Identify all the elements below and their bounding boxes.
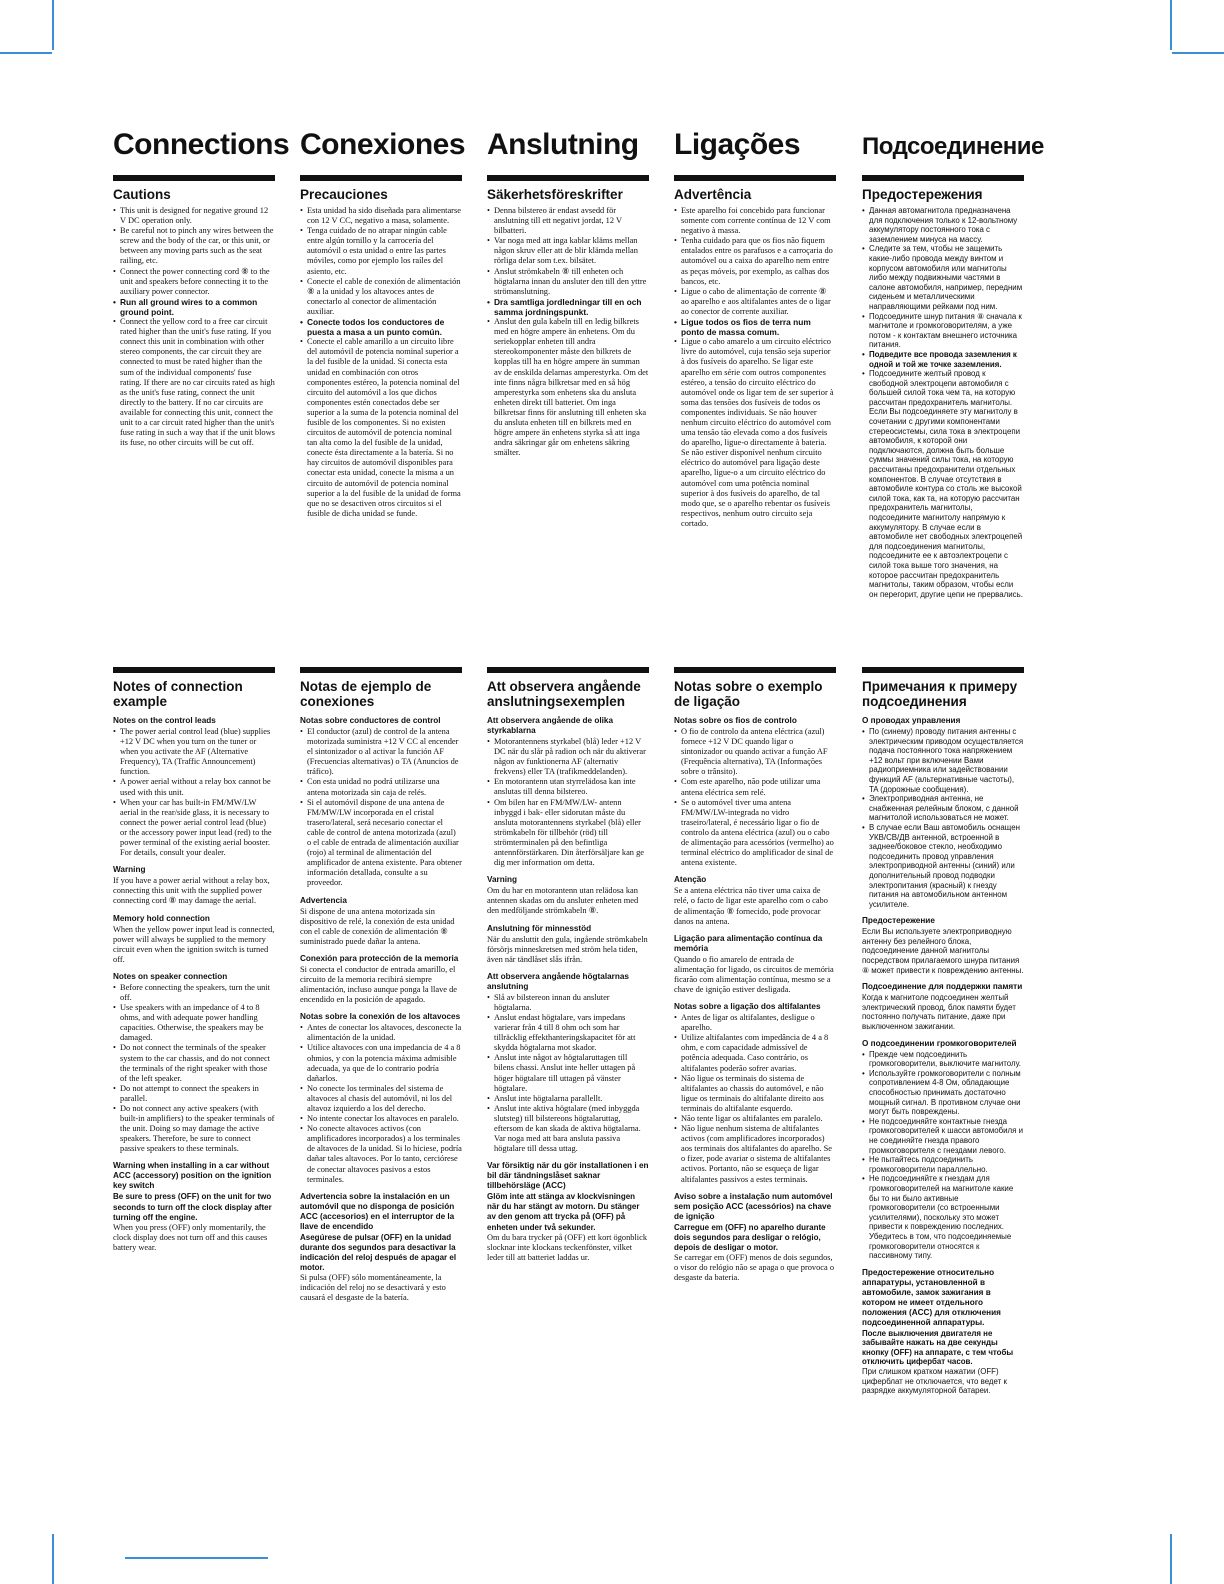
control-lead-item: • Si el automóvil dispone de una antena de FM/MW/LW incorporada en el cristal trasero/lateral, será necesario conectar el cable de control de antena motorizada (azul) o el cable de entrada de alimentación auxiliar (rojo) al terminal de alimentación del amplificador de antena existente. Para obtener información detallada, consulte a su proveedor.	[300, 798, 462, 889]
notes-heading: Notas sobre o exemplo de ligação	[674, 679, 823, 709]
caution-item: • Следите за тем, чтобы не защемить какие-либо провода между винтом и корпусом автомобиля или магнитолы либо между подвижными частями в салоне автомобиля, например, передним сиденьем и металлическими направляющими рейками под ним.	[862, 244, 1024, 311]
cautions-list	[674, 206, 836, 529]
caution-item: • Denna bilstereo är endast avsedd för anslutning till ett negativt jordat, 12 V bilbatteri.	[487, 206, 649, 236]
warning-text: If you have a power aerial without a relay box, connecting this unit with the supplied power connecting cord ⑧ may damage the aerial.	[113, 876, 270, 906]
section-rule	[113, 175, 275, 181]
cautions-heading: Cautions	[113, 187, 171, 202]
speaker-note-item: • Anslut inte aktiva högtalare (med inbyggda slutsteg) till bilstereons högtalaruttag, eftersom de kan skada de aktiva högtalarna. Var noga med att bara ansluta passiva högtalare till dessa uttag.	[487, 1104, 649, 1154]
caution-item: • Tenha cuidado para que os fios não fiquem entalados entre os parafusos e a carroçaria do automóvel ou a caixa do aparelho nem entre as peças móveis, por exemplo, as calhas dos bancos, etc.	[674, 236, 836, 286]
speaker-note-item: • Slå av bilstereon innan du ansluter högtalarna.	[487, 993, 649, 1013]
acc-warning-heading: Warning when installing in a car without ACC (accessory) position on the ignition key switch	[113, 1161, 272, 1191]
control-leads-heading: Att observera angående de olika styrkablarna	[487, 716, 614, 735]
speaker-note-item: • Do not connect any active speakers (with built-in amplifiers) to the speaker terminals of the unit. Doing so may damage the active speakers. Therefore, be sure to connect passive speakers to these terminals.	[113, 1104, 275, 1154]
warning-heading: Varning	[487, 875, 518, 885]
crop-mark-top-left-h	[0, 52, 52, 54]
section-rule	[862, 667, 1024, 673]
control-lead-item: • En motorantenn utan styrrelädosa kan inte anslutas till denna bilstereo.	[487, 777, 649, 797]
section-rule	[674, 175, 836, 181]
speaker-notes-list	[300, 1023, 462, 1185]
memory-hold-heading: Memory hold connection	[113, 913, 210, 923]
language-title: Ligações	[674, 128, 801, 161]
acc-warning-heading: Var försiktig när du gör installationen i en bil där tändningslåset saknar tillbehörsläge (ACC)	[487, 1161, 649, 1191]
language-title: Подсоединение	[862, 133, 1044, 160]
speaker-notes-heading: О подсоединении громкоговорителей	[862, 1038, 1017, 1048]
notes-column	[862, 667, 1024, 1396]
speaker-note-item: • Anslut inte något av högtalaruttagen till bilens chassi. Anslut inte heller uttagen på höger högtalare till uttagen på vänster högtalare.	[487, 1053, 649, 1093]
warning-heading: Advertencia	[300, 895, 347, 905]
cautions-column	[300, 175, 462, 519]
speaker-note-item: • No intente conectar los altavoces en paralelo.	[300, 1114, 462, 1124]
section-rule	[300, 667, 462, 673]
memory-hold-heading: Anslutning för minnesstöd	[487, 923, 592, 933]
footer-blue-line	[125, 1557, 268, 1559]
cautions-list	[862, 206, 1024, 599]
caution-item: • Esta unidad ha sido diseñada para alimentarse con 12 V CC, negativo a masa, solamente.	[300, 206, 462, 226]
caution-item: • Conecte todos los conductores de puesta a masa a un punto común.	[300, 317, 462, 337]
control-leads-heading: Notas sobre conductores de control	[300, 716, 441, 725]
control-leads-list	[674, 727, 836, 868]
notes-column	[300, 667, 462, 1303]
cautions-column	[487, 175, 649, 458]
section-rule	[300, 175, 462, 181]
speaker-note-item: • No conecte altavoces activos (con amplificadores incorporados) a los terminales de altavoces de la unidad. Si lo hiciese, podría dañar tales altavoces. Por lo tanto, cerciórese de conectar altavoces pasivos a estos terminales.	[300, 1124, 462, 1185]
caution-item: • Данная автомагнитола предназначена для подключения только к 12-вольтному аккумулятору постоянного тока с заземлением минуса на массу.	[862, 206, 1024, 244]
crop-mark-bottom-left	[52, 1534, 54, 1584]
control-leads-list	[862, 727, 1024, 909]
warning-text: Se a antena eléctrica não tiver uma caixa de relé, o facto de ligar este aparelho com o cabo de alimentação ⑧ fornecido, pode provocar danos na antena.	[674, 886, 828, 926]
acc-warning-bold-text: Carregue em (OFF) no aparelho durante dois segundos para desligar o relógio, depois de desligar o motor.	[674, 1222, 826, 1252]
control-lead-item: • Motorantennens styrkabel (blå) leder +12 V DC när du slår på radion och när du aktiverar någon av funktionerna AF (alternativ frekvens) eller TA (trafikmeddelanden).	[487, 737, 649, 777]
speaker-note-item: • Before connecting the speakers, turn the unit off.	[113, 983, 275, 1003]
caution-item: • Connect the yellow cord to a free car circuit rated higher than the unit's fuse rating. If you connect this unit in combination with other stereo components, the car circuit they are connected to must be rated higher than the sum of the individual components' fuse rating. If there are no car circuits rated as high as the unit's fuse rating, connect the unit directly to the battery. If no car circuits are available for connecting this unit, connect the unit to a car circuit rated higher than the unit's fuse rating in such a way that if the unit blows its fuse, no other circuits will be cut off.	[113, 317, 275, 448]
speaker-note-item: • Não ligue os terminais do sistema de altifalantes ao chassis do automóvel, e não ligue os terminais do altifalante direito aos terminais do altifalante esquerdo.	[674, 1074, 836, 1114]
acc-warning-text: При слишком кратком нажатии (OFF) циферблат не отключается, что ведет к разрядке аккумуляторной батареи.	[862, 1367, 1007, 1396]
speaker-note-item: • No conecte los terminales del sistema de altavoces al chasis del automóvil, ni los del altavoz izquierdo a los del derecho.	[300, 1084, 462, 1114]
speaker-note-item: • Не пытайтесь подсоединить громкоговорители параллельно.	[862, 1155, 1024, 1174]
speaker-note-item: • Do not connect the terminals of the speaker system to the car chassis, and do not connect the terminals of the right speaker with those of the left speaker.	[113, 1043, 275, 1083]
warning-heading: Предостережение	[862, 916, 935, 926]
speaker-note-item: • Antes de ligar os altifalantes, desligue o aparelho.	[674, 1013, 836, 1033]
section-rule	[113, 667, 275, 673]
crop-mark-bottom-right	[1170, 1534, 1172, 1584]
notes-column	[487, 667, 649, 1263]
control-lead-item: • В случае если Ваш автомобиль оснащен УКВ/СВ/ДВ антенной, встроенной в заднее/боковое стекло, необходимо подсоединить провод управления электроприводной антенны (синий) или дополнительный провод подводки электропитания (красный) к гнезду питания на автомобильном антенном усилителе.	[862, 823, 1024, 909]
warning-text: Si dispone de una antena motorizada sin dispositivo de relé, la conexión de esta unidad con el cable de conexión de alimentación ⑧ suministrado puede dañar la antena.	[300, 906, 455, 946]
speaker-notes-list	[674, 1013, 836, 1185]
cautions-heading: Предостережения	[862, 187, 983, 202]
control-lead-item: • El conductor (azul) de control de la antena motorizada suministra +12 V CC al encender el sintonizador o al activar la función AF (Frecuencias alternativas) o TA (Anuncios de tráfico).	[300, 727, 462, 777]
caution-item: • Este aparelho foi concebido para funcionar somente com corrente contínua de 12 V com negativo à massa.	[674, 206, 836, 236]
caution-item: • Ligue o cabo amarelo a um circuito eléctrico livre do automóvel, cuja tensão seja superior à dos fusíveis do aparelho. Se ligar este aparelho em série com outros componentes estéreo, a tensão do circuito eléctrico do automóvel onde os ligar tem de ser superior à soma das tensões dos fusíveis de todos os componentes individuais. Se não houver nenhum circuito eléctrico do automóvel com uma tensão tão elevada como a dos fusíveis do aparelho, ligue-o directamente à bateria. Se não estiver disponível nenhum circuito eléctrico do automóvel para ligação deste aparelho, ligue-o a um circuito eléctrico do automóvel com uma potência nominal superior à dos fusíveis do aparelho, de tal modo que, se o aparelho rebentar os fusíveis respectivos, nenhum outro circuito seja cortado.	[674, 337, 836, 529]
cautions-list	[300, 206, 462, 519]
warning-heading: Warning	[113, 865, 146, 875]
memory-hold-heading: Conexión para protección de la memoria	[300, 953, 459, 963]
warning-heading: Atenção	[674, 875, 707, 885]
acc-warning-heading: Предостережение относительно аппаратуры, установленной в автомобиле, замок зажигания в котором не имеет отдельного положения (ACC) для отключения подсоединенной аппаратуры.	[862, 1267, 1001, 1327]
caution-item: • Подсоедините желтый провод к свободной электроцепи автомобиля с большей силой тока чем та, на которую рассчитан предохранитель магнитолы. Если Вы подсоединяете эту магнитолу в сочетании с другими компонентами стереосистемы, сила тока в электроцепи автомобиля, к которой они подключаются, должна быть больше суммы значений силы тока, на которую рассчитаны предохранители отдельных компонентов. В случае отсутствия в автомобиле контура со столь же высокой силой тока, как та, на которую рассчитан предохранитель магнитолы, подсоедините магнитолу напрямую к аккумулятору. В случае если в автомобиле нет свободных электроцепей для подсоединения магнитолы, подсоедините ее к автоэлектроцепи с силой тока выше того значения, на которое рассчитан предохранитель магнитолы, таким образом, чтобы если он перегорит, другие цепи не прервались.	[862, 369, 1024, 599]
memory-hold-heading: Ligação para alimentação contínua da memória	[674, 933, 823, 953]
speaker-notes-heading: Notes on speaker connection	[113, 971, 228, 981]
cautions-list	[487, 206, 649, 458]
control-lead-item: • Com este aparelho, não pode utilizar uma antena eléctrica sem relé.	[674, 777, 836, 797]
memory-hold-text: När du ansluttit den gula, ingående strömkabeln försörjs minneskretsen med ström hela tiden, även när tändlåset slås ifrån.	[487, 934, 648, 964]
section-rule	[862, 175, 1024, 181]
language-title: Connections	[113, 128, 290, 161]
caution-item: • Run all ground wires to a common ground point.	[113, 297, 275, 317]
cautions-column	[862, 175, 1024, 599]
caution-item: • Connect the power connecting cord ⑧ to the unit and speakers before connecting it to the auxiliary power connector.	[113, 267, 275, 297]
acc-warning-bold-text: Glöm inte att stänga av klockvisningen när du har stängt av motorn. Du stänger av den genom att trycka på (OFF) på enheten under två sekunder.	[487, 1192, 640, 1232]
speaker-notes-list	[113, 983, 275, 1155]
notes-heading: Примечания к примеру подсоединения	[862, 679, 1018, 709]
notes-heading: Att observera angående anslutningsexemplen	[487, 679, 641, 709]
acc-warning-text: When you press (OFF) only momentarily, the clock display does not turn off and this causes battery wear.	[113, 1222, 268, 1252]
control-lead-item: • A power aerial without a relay box cannot be used with this unit.	[113, 777, 275, 797]
acc-warning-heading: Advertencia sobre la instalación en un automóvil que no disponga de posición ACC (accesorios) en el interruptor de la llave de encendido	[300, 1191, 455, 1231]
section-rule	[487, 667, 649, 673]
control-lead-item: • The power aerial control lead (blue) supplies +12 V DC when you turn on the tuner or when you activate the AF (Alternative Frequency), TA (Traffic Announcement) function.	[113, 727, 275, 777]
cautions-heading: Säkerhetsföreskrifter	[487, 187, 623, 202]
speaker-note-item: • Use speakers with an impedance of 4 to 8 ohms, and with adequate power handling capacities. Otherwise, the speakers may be damaged.	[113, 1003, 275, 1043]
speaker-note-item: • Não tente ligar os altifalantes em paralelo.	[674, 1114, 836, 1124]
speaker-notes-list	[862, 1050, 1024, 1261]
speaker-notes-list	[487, 993, 649, 1155]
section-rule	[674, 667, 836, 673]
language-title: Conexiones	[300, 128, 466, 161]
speaker-note-item: • Anslut inte högtalarna parallellt.	[487, 1094, 649, 1104]
speaker-note-item: • Antes de conectar los altavoces, desconecte la alimentación de la unidad.	[300, 1023, 462, 1043]
warning-text: Om du har en motorantenn utan relädosa kan antennen skadas om du ansluter enheten med den medföljande strömkabeln ⑧.	[487, 886, 639, 916]
control-leads-heading: О проводах управления	[862, 716, 961, 725]
speaker-note-item: • Не подсоединяйте контактные гнезда громкоговорителей к шасси автомобиля и не соединяйте гнезда правого громкоговорителя с гнездами левого.	[862, 1117, 1024, 1155]
control-leads-heading: Notes on the control leads	[113, 716, 216, 725]
caution-item: • Ligue o cabo de alimentação de corrente ⑧ ao aparelho e aos altifalantes antes de o ligar ao conector de corrente auxiliar.	[674, 287, 836, 317]
crop-mark-top-right-h	[1172, 52, 1224, 54]
caution-item: • Conecte el cable amarillo a un circuito libre del automóvil de potencia nominal superior a la del fusible de la unidad. Si conecta esta unidad en combinación con otros componentes estéreo, la potencia nominal del circuito del automóvil a los que dichos componentes estén conectados debe ser superior a la suma de la potencia nominal del fusible de los componentes. Si no existen circuitos de automóvil de potencia nominal tan alta como la del fusible de la unidad, conecte ésta directamente a la batería. Si no hay circuitos de automóvil disponibles para conectar esta unidad, conecte la misma a un circuito de automóvil de potencia nominal superior a la del fusible de la unidad de forma que no se desactiven otros circuitos si el fusible de dicha unidad se funde.	[300, 337, 462, 519]
cautions-column	[113, 175, 275, 448]
speaker-note-item: • Используйте громкоговорители с полным сопротивлением 4-8 Ом, обладающие способностью принимать достаточно мощный сигнал. В противном случае они могут быть повреждены.	[862, 1069, 1024, 1117]
caution-item: • Подсоедините шнур питания ⑧ сначала к магнитоле и громкоговорителям, а уже потом - к контактам внешнего источника питания.	[862, 312, 1024, 350]
cautions-list	[113, 206, 275, 448]
caution-item: • Be careful not to pinch any wires between the screw and the body of the car, or this unit, or between any moving parts such as the seat railing, etc.	[113, 226, 275, 266]
memory-hold-text: Quando o fio amarelo de entrada de alimentação for ligado, os circuitos de memória ficarão com alimentação contínua, mesmo se a chave de ignição estiver desligada.	[674, 954, 834, 994]
acc-warning-text: Si pulsa (OFF) sólo momentáneamente, la indicación del reloj no se desactivará y esto causará el desgaste de la batería.	[300, 1273, 446, 1303]
crop-mark-top-right	[1170, 0, 1172, 50]
cautions-heading: Precauciones	[300, 187, 388, 202]
speaker-notes-heading: Notas sobre a ligação dos altifalantes	[674, 1002, 821, 1012]
control-leads-list	[487, 737, 649, 868]
crop-mark-top-left	[52, 0, 54, 50]
speaker-note-item: • Anslut endast högtalare, vars impedans varierar från 4 till 8 ohm och som har tillräcklig effekthanteringskapacitet för att skydda högtalarna mot skador.	[487, 1013, 649, 1053]
control-lead-item: • O fio de controlo da antena eléctrica (azul) fornece +12 V DC quando ligar o sintonizador ou quando activar a função AF (Frequência alternativa), TA (Informações sobre o trânsito).	[674, 727, 836, 777]
control-lead-item: • Se o automóvel tiver uma antena FM/MW/LW-integrada no vidro traseiro/lateral, é necessário ligar o fio de controlo da antena eléctrica (azul) ou o cabo de alimentação para acessórios (vermelho) ao terminal eléctrico do amplificador de sinal de antena existente.	[674, 798, 836, 869]
control-lead-item: • Con esta unidad no podrá utilizarse una antena motorizada sin caja de relés.	[300, 777, 462, 797]
acc-warning-bold-text: Asegúrese de pulsar (OFF) en la unidad durante dos segundos para desactivar la indicación del reloj después de apagar el motor.	[300, 1232, 457, 1273]
caution-item: • Anslut den gula kabeln till en ledig bilkrets med en högre ampere än enhetens. Om du seriekopplar enheten till andra stereokomponenter måste den bilkrets de kopplas till ha en högre ampere än summan av de enskilda delarnas amperestyrka. Om det inte finns några bilkretsar med en så hög amperestyrka som enhetens ska du ansluta enheten direkt till batteriet. Om inga bilkretsar finns för anslutning till enheten ska du ansluta enheten till en bilkrets med en högre ampere än enhetens styrka så att inga andra säkringar går om enhetens säkring smälter.	[487, 317, 649, 458]
speaker-note-item: • Do not attempt to connect the speakers in parallel.	[113, 1084, 275, 1104]
speaker-note-item: • Не подсоединяйте к гнездам для громкоговорителей на магнитоле какие бы то ни было активные громкоговорители (со встроенными усилителями), поскольку это может привести к повреждению последних. Убедитесь в том, что подсоединяемые громкоговорители относятся к пассивному типу.	[862, 1174, 1024, 1260]
cautions-heading: Advertência	[674, 187, 752, 202]
notes-heading: Notes of connection example	[113, 679, 243, 709]
speaker-note-item: • Прежде чем подсоединить громкоговорители, выключите магнитолу.	[862, 1050, 1024, 1069]
control-leads-heading: Notas sobre os fios de controlo	[674, 716, 797, 725]
control-lead-item: • Электроприводная антенна, не снабженная релейным блоком, с данной магнитолой использоваться не может.	[862, 794, 1024, 823]
speaker-note-item: • Utilize altifalantes com impedância de 4 a 8 ohm, e com capacidade admissível de potência adequada. Caso contrário, os altifalantes poderão sofrer avarias.	[674, 1033, 836, 1073]
memory-hold-heading: Подсоединение для поддержки памяти	[862, 982, 1023, 992]
notes-heading: Notas de ejemplo de conexiones	[300, 679, 432, 709]
acc-warning-bold-text: После выключения двигателя не забывайте нажать на две секунды кнопку (OFF) на аппарате, с тем чтобы отключить цифербат часов.	[862, 1328, 1014, 1367]
cautions-column	[674, 175, 836, 529]
control-lead-item: • Om bilen har en FM/MW/LW- antenn inbyggd i bak- eller sidorutan måste du ansluta motorantennens styrkabel (blå) eller strömkabeln för tillbehör (röd) till strömterminalen på den befintliga antennförstärkaren. Din återförsäljare kan ge dig mer information om detta.	[487, 798, 649, 869]
memory-hold-text: Когда к магнитоле подсоединен желтый электрический провод, блок памяти будет постоянно получать питание, даже при выключенном зажигании.	[862, 993, 1016, 1032]
language-title: Anslutning	[487, 128, 639, 161]
control-lead-item: • По (синему) проводу питания антенны с электрическим приводом осуществляется подача постоянного тока напряжением +12 вольт при включении Вами радиоприемника или задействовании функций AF (альтернативные частоты), TA (дорожные сообщения).	[862, 727, 1024, 794]
speaker-notes-heading: Att observera angående högtalarnas anslutning	[487, 971, 629, 991]
acc-warning-text: Om du bara trycker på (OFF) ett kort ögonblick slocknar inte klockans teckenfönster, vilket leder till att batteriet laddas ur.	[487, 1232, 648, 1262]
memory-hold-text: When the yellow power input lead is connected, power will always be supplied to the memory circuit even when the ignition switch is turned off.	[113, 924, 275, 964]
warning-text: Если Вы используете электроприводную антенну без релейного блока, подсоединение данной магнитолы посредством прилагаемого шнура питания ⑧ может привести к повреждению антенны.	[862, 927, 1024, 975]
speaker-note-item: • Utilice altavoces con una impedancia de 4 a 8 ohmios, y con la potencia máxima admisible adecuada, ya que de lo contrario podría dañarlos.	[300, 1043, 462, 1083]
caution-item: • Anslut strömkabeln ⑧ till enheten och högtalarna innan du ansluter den till den yttre strömanslutning.	[487, 267, 649, 297]
caution-item: • Var noga med att inga kablar kläms mellan någon skruv eller att de blir klämda mellan rörliga delar som t.ex. bilsätet.	[487, 236, 649, 266]
acc-warning-heading: Aviso sobre a instalação num automóvel sem posição ACC (acessórios) na chave de ignição	[674, 1191, 833, 1221]
speaker-notes-heading: Notas sobre la conexión de los altavoces	[300, 1012, 461, 1022]
memory-hold-text: Si conecta el conductor de entrada amarillo, el circuito de la memoria recibirá siempre alimentación, incluso aunque ponga la llave de encendido en la posición de apagado.	[300, 964, 457, 1005]
notes-column	[113, 667, 275, 1253]
notes-column	[674, 667, 836, 1283]
control-leads-list	[300, 727, 462, 889]
section-rule	[487, 175, 649, 181]
caution-item: • Ligue todos os fios de terra num ponto de massa comum.	[674, 317, 836, 337]
control-lead-item: • When your car has built-in FM/MW/LW aerial in the rear/side glass, it is necessary to connect the power aerial control lead (blue) or the accessory power input lead (red) to the power terminal of the existing aerial booster. For details, consult your dealer.	[113, 798, 275, 859]
caution-item: • Conecte el cable de conexión de alimentación ⑧ a la unidad y los altavoces antes de conectarlo al conector de alimentación auxiliar.	[300, 277, 462, 317]
control-leads-list	[113, 727, 275, 858]
speaker-note-item: • Não ligue nenhum sistema de altifalantes activos (com amplificadores incorporados) aos terminais dos altifalantes do aparelho. Se o fizer, pode avariar o sistema de altifalantes activos. Portanto, não se esqueça de ligar altifalantes passivos a estes terminais.	[674, 1124, 836, 1185]
caution-item: • Подведите все провода заземления к одной и той же точке заземления.	[862, 350, 1024, 369]
caution-item: • This unit is designed for negative ground 12 V DC operation only.	[113, 206, 275, 226]
acc-warning-text: Se carregar em (OFF) menos de dois segundos, o visor do relógio não se apaga o que provoca o desgaste da bateria.	[674, 1252, 835, 1283]
acc-warning-bold-text: Be sure to press (OFF) on the unit for two seconds to turn off the clock display after turning off the engine.	[113, 1192, 272, 1222]
caution-item: • Tenga cuidado de no atrapar ningún cable entre algún tornillo y la carrocería del automóvil o esta unidad o entre las partes móviles, como por ejemplo los raíles del asiento, etc.	[300, 226, 462, 276]
caution-item: • Dra samtliga jordledningar till en och samma jordningspunkt.	[487, 297, 649, 317]
